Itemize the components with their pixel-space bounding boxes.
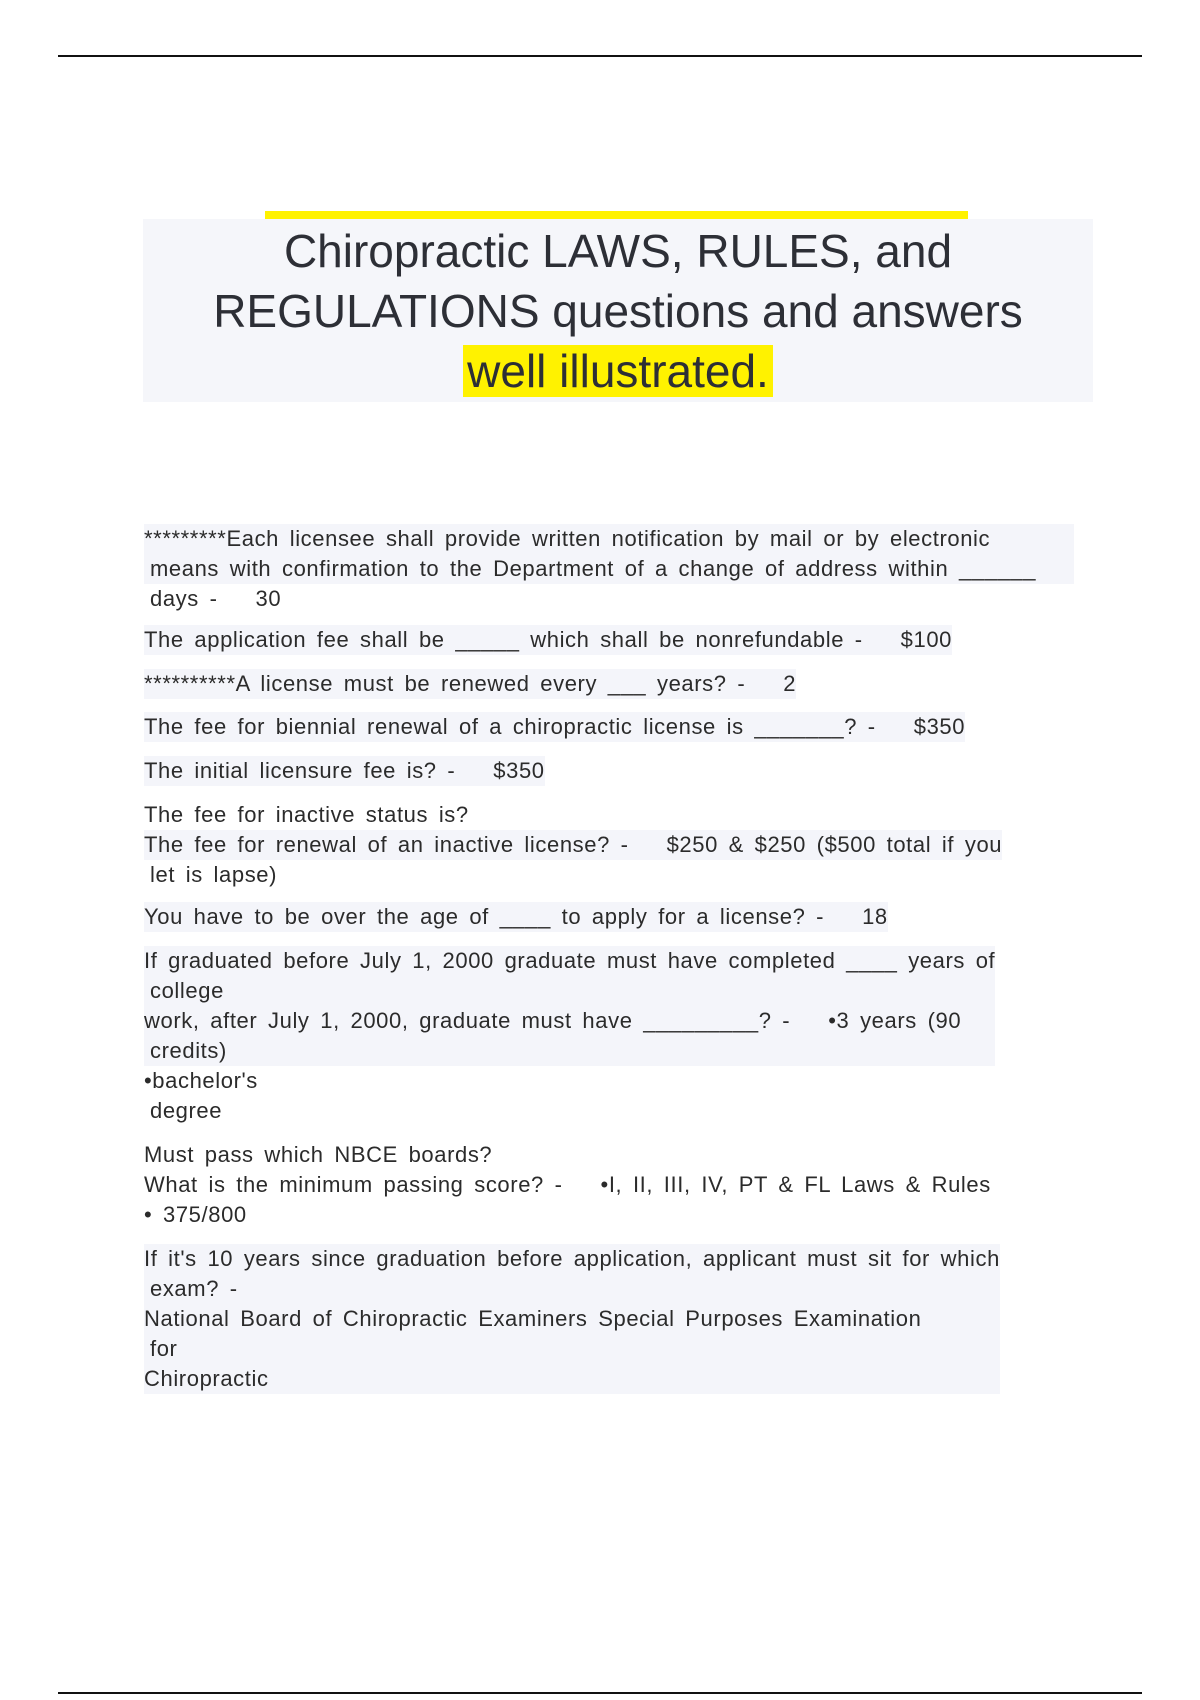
qa-item-3 bbox=[144, 669, 796, 699]
top-rule bbox=[58, 55, 1142, 57]
answer: 30 bbox=[255, 586, 282, 611]
answer-continued: credits) bbox=[144, 1036, 995, 1066]
question: The fee for biennial renewal of a chiropractic license is _______? - bbox=[144, 714, 876, 739]
answer-continued: • 375/800 bbox=[144, 1202, 247, 1227]
qa-item-6 bbox=[144, 800, 1002, 890]
question: The initial licensure fee is? - bbox=[144, 758, 456, 783]
question: **********A license must be renewed every ___ years? - bbox=[144, 671, 746, 696]
bottom-rule bbox=[58, 1692, 1142, 1694]
answer: •3 years (90 bbox=[828, 1008, 962, 1033]
question: The application fee shall be _____ which shall be nonrefundable - bbox=[144, 627, 863, 652]
qa-item-7 bbox=[144, 902, 888, 932]
question-line: What is the minimum passing score? - bbox=[144, 1172, 563, 1197]
question-line: exam? - bbox=[144, 1274, 1000, 1304]
answer-line: for bbox=[144, 1334, 1000, 1364]
answer-continued: let is lapse) bbox=[150, 862, 278, 887]
question-line: The fee for inactive status is? bbox=[144, 802, 469, 827]
title-line-2: REGULATIONS questions and answers bbox=[213, 285, 1023, 337]
qa-item-5 bbox=[144, 756, 545, 786]
qa-item-2 bbox=[144, 625, 952, 655]
question-line: work, after July 1, 2000, graduate must have _________? - bbox=[144, 1008, 791, 1033]
qa-item-9 bbox=[144, 1140, 991, 1230]
qa-item-1 bbox=[144, 524, 1074, 614]
document-title bbox=[143, 219, 1093, 402]
answer: $100 bbox=[900, 627, 953, 652]
question-line: means with confirmation to the Department of a change of address within ______ bbox=[144, 554, 1074, 584]
question-line: If it's 10 years since graduation before application, applicant must sit for which bbox=[144, 1244, 1000, 1274]
question-line: If graduated before July 1, 2000 graduate must have completed ____ years of bbox=[144, 946, 995, 976]
question-line: days - bbox=[150, 586, 218, 611]
title-line-1: Chiropractic LAWS, RULES, and bbox=[283, 225, 953, 277]
question-line: The fee for renewal of an inactive license? - bbox=[144, 832, 629, 857]
question-line: *********Each licensee shall provide written notification by mail or by electronic bbox=[144, 524, 1074, 554]
question: You have to be over the age of ____ to apply for a license? - bbox=[144, 904, 825, 929]
question-line: college bbox=[144, 976, 995, 1006]
question-line: Must pass which NBCE boards? bbox=[144, 1142, 493, 1167]
answer: $250 & $250 ($500 total if you bbox=[666, 832, 1003, 857]
qa-item-10 bbox=[144, 1244, 1000, 1394]
answer-line: Chiropractic bbox=[144, 1364, 1000, 1394]
answer-continued: degree bbox=[150, 1098, 223, 1123]
answer-line: National Board of Chiropractic Examiners Special Purposes Examination bbox=[144, 1304, 1000, 1334]
answer: 2 bbox=[783, 671, 797, 696]
answer: $350 bbox=[493, 758, 545, 783]
title-line-3-highlighted: well illustrated. bbox=[463, 345, 773, 397]
answer: 18 bbox=[862, 904, 888, 929]
qa-item-4 bbox=[144, 712, 965, 742]
answer: $350 bbox=[913, 714, 966, 739]
highlight-bar bbox=[265, 211, 968, 219]
answer-continued: •bachelor's bbox=[144, 1068, 258, 1093]
answer: •I, II, III, IV, PT & FL Laws & Rules bbox=[600, 1172, 991, 1197]
qa-item-8 bbox=[144, 946, 995, 1126]
